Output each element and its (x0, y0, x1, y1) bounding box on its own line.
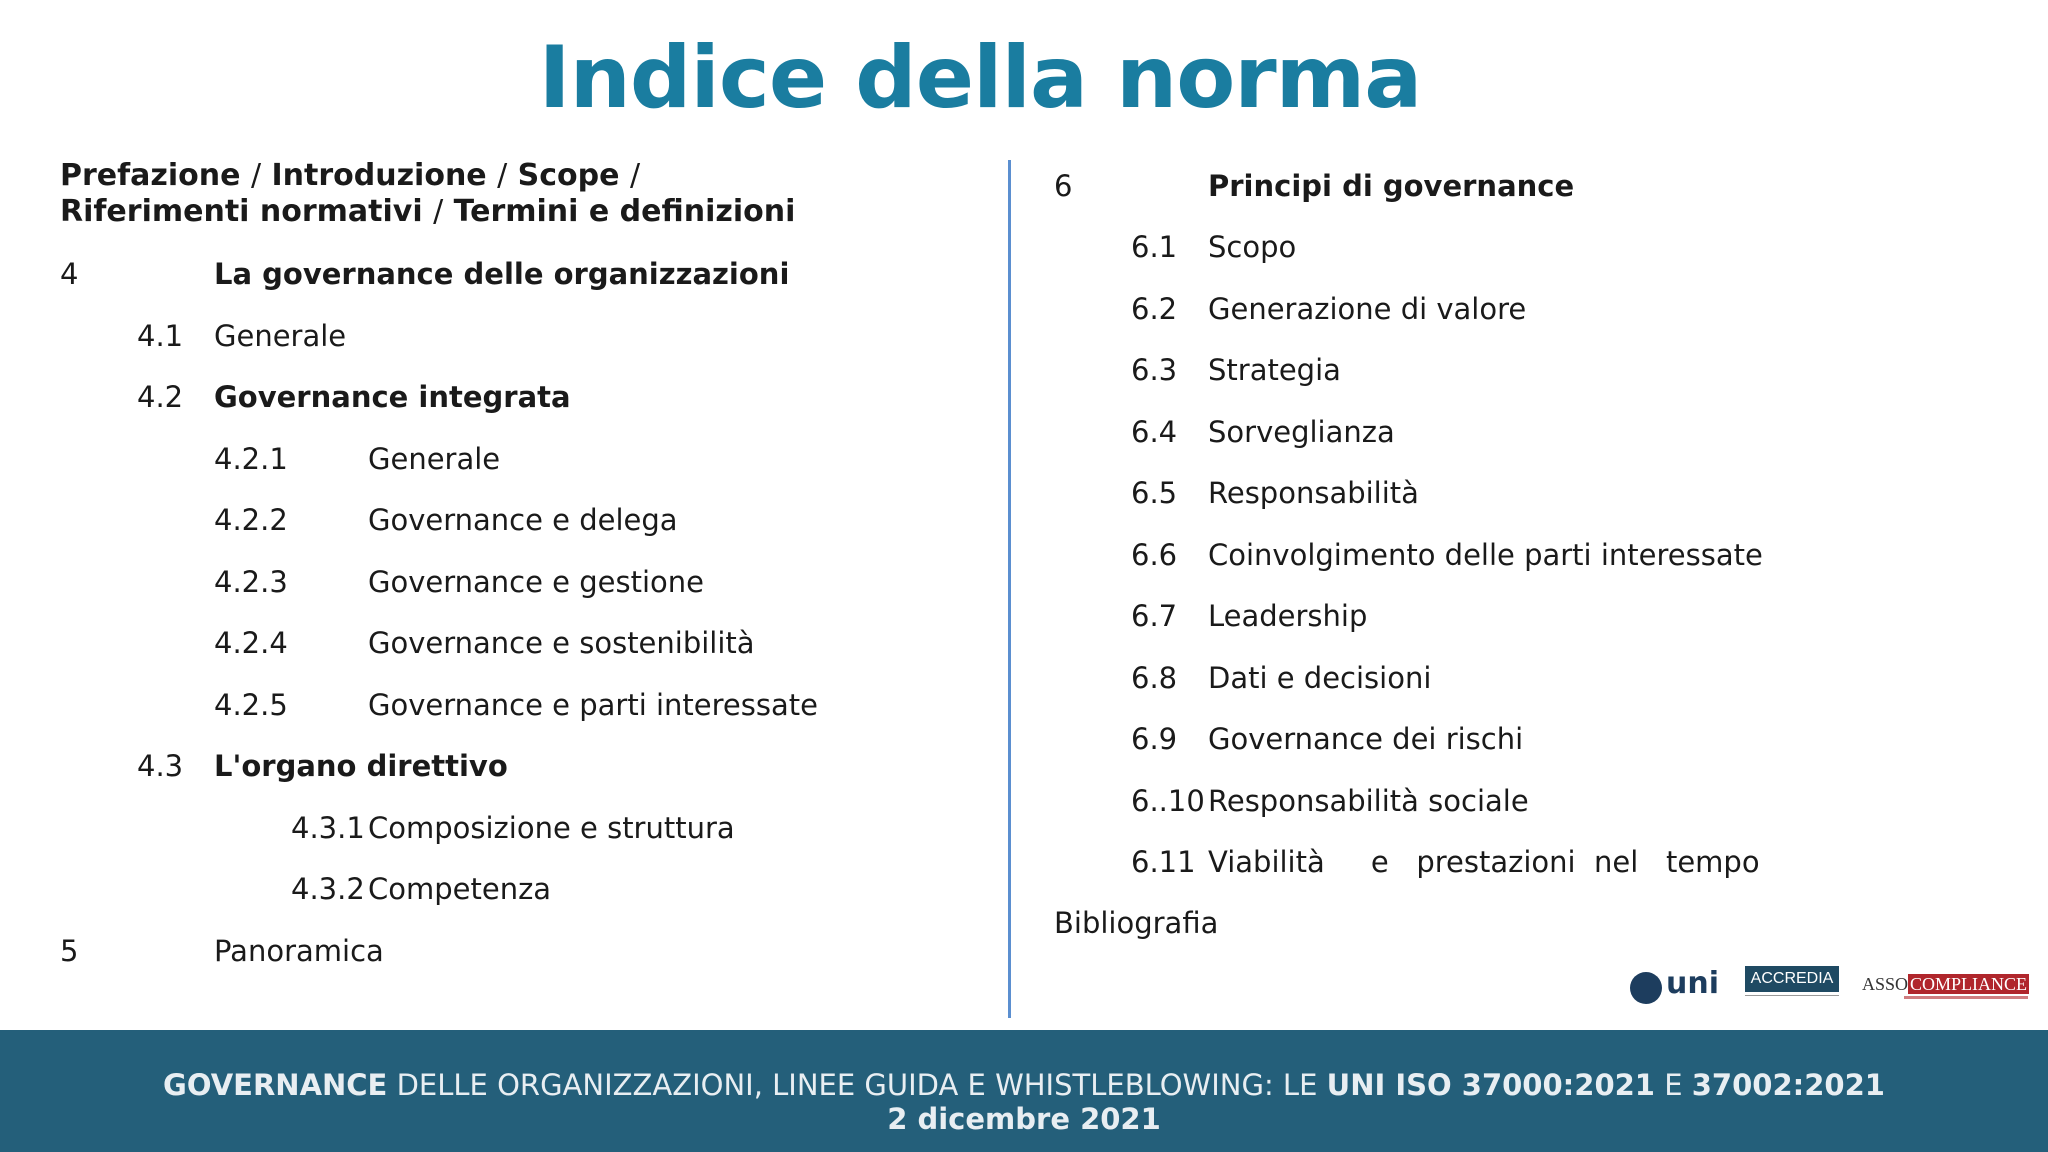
toc-number: 5 (60, 934, 79, 968)
preamble-riferimenti: Riferimenti normativi (60, 194, 423, 229)
toc-number: 4.2.4 (214, 626, 288, 660)
toc-label: Composizione e struttura (368, 811, 735, 845)
toc-number: 4.2.5 (214, 688, 288, 722)
toc-label: Governance e parti interessate (368, 688, 818, 722)
toc-number: 6.5 (1131, 476, 1178, 510)
toc-label: Strategia (1208, 353, 1341, 387)
uni-globe-icon (1630, 972, 1662, 1004)
toc-label: Governance e gestione (368, 565, 704, 599)
footer-event-title (0, 1068, 2048, 1102)
toc-label: Governance e sostenibilità (368, 626, 755, 660)
toc-label: Generale (368, 442, 501, 476)
toc-number: 4.3.1 (291, 811, 365, 845)
toc-heading: Principi di governance (1208, 169, 1575, 203)
preamble-separator: / (433, 194, 444, 229)
toc-number: 6 (1054, 169, 1073, 203)
toc-number: 6.11 (1131, 845, 1196, 879)
footer-title-part: GOVERNANCE (163, 1068, 388, 1102)
preamble-separator: / (497, 158, 508, 193)
slide-title: Indice della norma (538, 28, 1422, 128)
toc-label: Viabilità e prestazioni nel tempo (1208, 845, 1760, 879)
footer-title-part: 37002:2021 (1691, 1068, 1885, 1102)
toc-bibliografia: Bibliografia (1054, 906, 1219, 940)
toc-number: 4.3.2 (291, 872, 365, 906)
column-divider (1008, 160, 1011, 1018)
toc-number: 6.7 (1131, 599, 1178, 633)
toc-label: Generale (214, 319, 347, 353)
footer-title-part: DELLE ORGANIZZAZIONI, LINEE GUIDA E WHISTLEBLOWING: LE (387, 1068, 1327, 1102)
toc-number: 4.2.1 (214, 442, 288, 476)
toc-number: 4.1 (137, 319, 184, 353)
toc-number: 4.3 (137, 749, 184, 783)
toc-number: 4.2 (137, 380, 184, 414)
toc-number: 6.9 (1131, 722, 1178, 756)
toc-preamble (60, 158, 795, 230)
toc-label: Generazione di valore (1208, 292, 1527, 326)
toc-label: Responsabilità sociale (1208, 784, 1529, 818)
uni-logo-text: uni (1666, 966, 1719, 1001)
assocompliance-logo-text-a: ASSO (1862, 974, 1909, 994)
uni-logo (1630, 962, 1720, 1012)
toc-label: Leadership (1208, 599, 1368, 633)
toc-number: 6.4 (1131, 415, 1178, 449)
footer-banner (0, 1030, 2048, 1152)
toc-heading: Governance integrata (214, 380, 571, 414)
preamble-separator: / (250, 158, 262, 193)
toc-label: Panoramica (214, 934, 384, 968)
footer-title-part: E (1654, 1068, 1692, 1102)
toc-number: 4 (60, 257, 79, 291)
toc-number: 4.2.2 (214, 503, 288, 537)
toc-label: Coinvolgimento delle parti interessate (1208, 538, 1763, 572)
toc-number: 6.2 (1131, 292, 1178, 326)
assocompliance-logo (1862, 962, 2028, 1012)
toc-number: 6.8 (1131, 661, 1178, 695)
accredia-logo-rule (1745, 995, 1839, 996)
toc-number: 6.3 (1131, 353, 1178, 387)
preamble-prefazione: Prefazione (60, 158, 241, 193)
footer-title-part: UNI ISO 37000:2021 (1326, 1068, 1655, 1102)
toc-number: 6.1 (1131, 230, 1178, 264)
toc-label: Dati e decisioni (1208, 661, 1432, 695)
assocompliance-logo-rule (1904, 996, 2028, 999)
toc-label: Scopo (1208, 230, 1297, 264)
toc-label: Governance e delega (368, 503, 678, 537)
toc-heading: La governance delle organizzazioni (214, 257, 790, 291)
assocompliance-logo-text-b: COMPLIANCE (1910, 974, 2028, 994)
preamble-termini: Termini e definizioni (453, 194, 796, 229)
toc-label: Responsabilità (1208, 476, 1419, 510)
toc-label: Governance dei rischi (1208, 722, 1524, 756)
toc-heading: L'organo direttivo (214, 749, 508, 783)
toc-number: 6.6 (1131, 538, 1178, 572)
footer-date: 2 dicembre 2021 (887, 1102, 1161, 1136)
preamble-introduzione: Introduzione (271, 158, 487, 193)
toc-label: Competenza (368, 872, 552, 906)
accredia-logo (1745, 962, 1839, 1012)
toc-number: 4.2.3 (214, 565, 288, 599)
preamble-separator: / (629, 158, 641, 193)
toc-number: 6..10 (1131, 784, 1205, 818)
toc-label: Sorveglianza (1208, 415, 1395, 449)
preamble-scope: Scope (517, 158, 620, 193)
accredia-logo-text: ACCREDIA (1745, 966, 1839, 992)
